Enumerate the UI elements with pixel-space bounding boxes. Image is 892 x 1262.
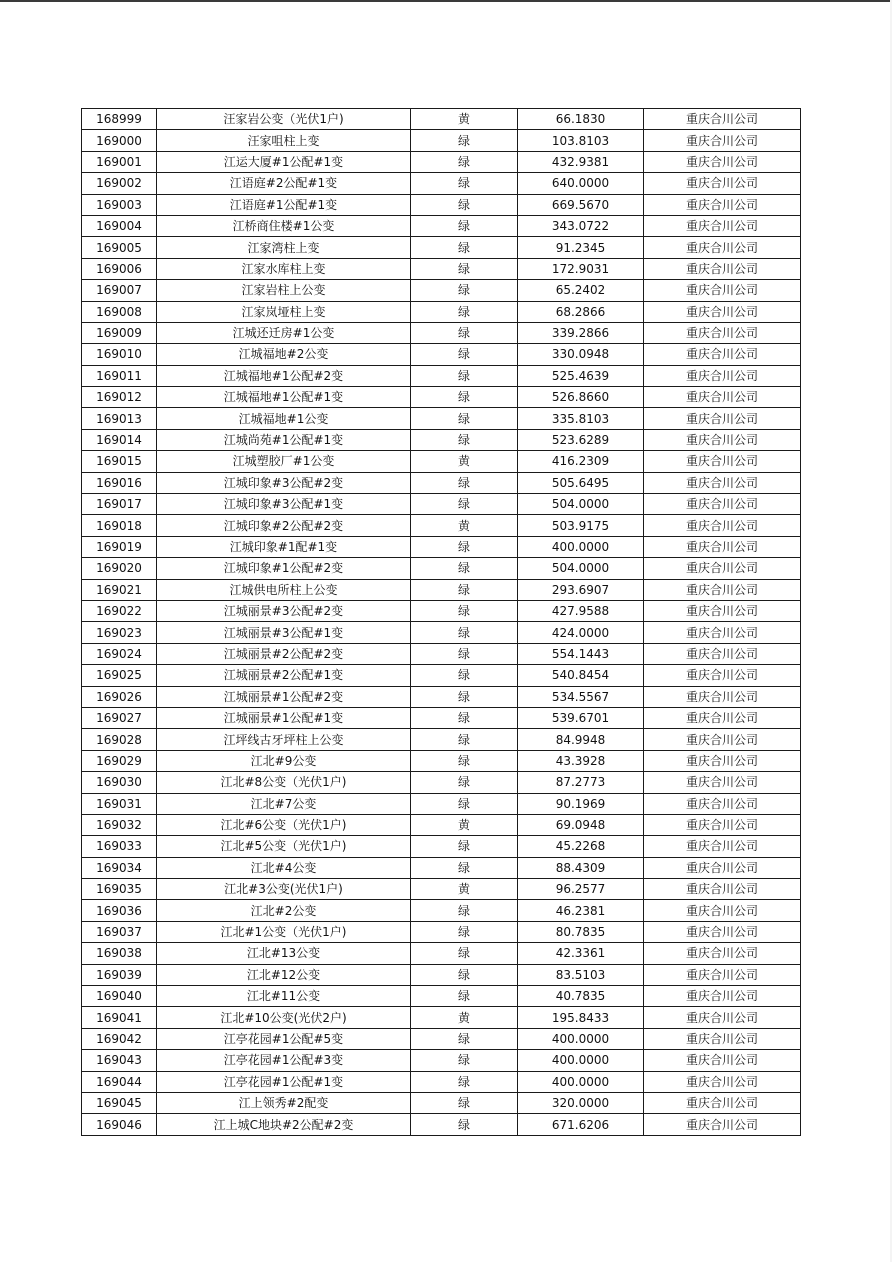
cell-value: 45.2268 bbox=[518, 836, 644, 857]
cell-name: 江城丽景#3公配#2变 bbox=[157, 600, 411, 621]
cell-name: 江亭花园#1公配#5变 bbox=[157, 1028, 411, 1049]
table-row bbox=[82, 729, 801, 750]
cell-company: 重庆合川公司 bbox=[644, 900, 801, 921]
cell-company: 重庆合川公司 bbox=[644, 1114, 801, 1135]
cell-status: 绿 bbox=[411, 280, 518, 301]
cell-company: 重庆合川公司 bbox=[644, 686, 801, 707]
cell-name: 江北#13公变 bbox=[157, 943, 411, 964]
table-row bbox=[82, 258, 801, 279]
cell-id: 169042 bbox=[82, 1028, 157, 1049]
cell-company: 重庆合川公司 bbox=[644, 344, 801, 365]
cell-name: 江城尚苑#1公配#1变 bbox=[157, 429, 411, 450]
cell-status: 黄 bbox=[411, 879, 518, 900]
cell-value: 69.0948 bbox=[518, 814, 644, 835]
table-row bbox=[82, 1092, 801, 1113]
cell-id: 169025 bbox=[82, 665, 157, 686]
cell-value: 88.4309 bbox=[518, 857, 644, 878]
table-row bbox=[82, 215, 801, 236]
table-row bbox=[82, 494, 801, 515]
cell-status: 绿 bbox=[411, 173, 518, 194]
cell-id: 169043 bbox=[82, 1050, 157, 1071]
cell-company: 重庆合川公司 bbox=[644, 943, 801, 964]
cell-status: 绿 bbox=[411, 707, 518, 728]
table-row bbox=[82, 772, 801, 793]
cell-id: 169017 bbox=[82, 494, 157, 515]
cell-name: 江亭花园#1公配#1变 bbox=[157, 1071, 411, 1092]
cell-id: 169020 bbox=[82, 558, 157, 579]
cell-status: 绿 bbox=[411, 986, 518, 1007]
cell-name: 江北#8公变（光伏1户) bbox=[157, 772, 411, 793]
cell-status: 绿 bbox=[411, 964, 518, 985]
table-row bbox=[82, 600, 801, 621]
cell-id: 169015 bbox=[82, 451, 157, 472]
table-row bbox=[82, 344, 801, 365]
table-row bbox=[82, 173, 801, 194]
cell-name: 江城福地#1公配#1变 bbox=[157, 387, 411, 408]
cell-status: 绿 bbox=[411, 900, 518, 921]
table-row bbox=[82, 280, 801, 301]
cell-company: 重庆合川公司 bbox=[644, 665, 801, 686]
cell-company: 重庆合川公司 bbox=[644, 622, 801, 643]
transformer-table bbox=[81, 108, 801, 1136]
cell-value: 640.0000 bbox=[518, 173, 644, 194]
cell-id: 169031 bbox=[82, 793, 157, 814]
cell-name: 江城印象#3公配#1变 bbox=[157, 494, 411, 515]
cell-value: 46.2381 bbox=[518, 900, 644, 921]
cell-status: 绿 bbox=[411, 237, 518, 258]
cell-status: 黄 bbox=[411, 814, 518, 835]
table-row bbox=[82, 451, 801, 472]
cell-value: 83.5103 bbox=[518, 964, 644, 985]
cell-company: 重庆合川公司 bbox=[644, 1092, 801, 1113]
cell-name: 江城丽景#1公配#1变 bbox=[157, 707, 411, 728]
table-row bbox=[82, 1007, 801, 1028]
cell-id: 169000 bbox=[82, 130, 157, 151]
cell-value: 505.6495 bbox=[518, 472, 644, 493]
table-row bbox=[82, 879, 801, 900]
table-row bbox=[82, 750, 801, 771]
cell-id: 169016 bbox=[82, 472, 157, 493]
page-top-border bbox=[0, 0, 892, 2]
cell-company: 重庆合川公司 bbox=[644, 1007, 801, 1028]
cell-id: 169006 bbox=[82, 258, 157, 279]
table-row bbox=[82, 1071, 801, 1092]
cell-company: 重庆合川公司 bbox=[644, 130, 801, 151]
cell-id: 169010 bbox=[82, 344, 157, 365]
cell-company: 重庆合川公司 bbox=[644, 194, 801, 215]
cell-company: 重庆合川公司 bbox=[644, 109, 801, 130]
cell-status: 绿 bbox=[411, 322, 518, 343]
cell-company: 重庆合川公司 bbox=[644, 322, 801, 343]
table-body bbox=[82, 109, 801, 1136]
table-row bbox=[82, 857, 801, 878]
cell-status: 绿 bbox=[411, 857, 518, 878]
cell-value: 400.0000 bbox=[518, 1071, 644, 1092]
cell-id: 168999 bbox=[82, 109, 157, 130]
cell-company: 重庆合川公司 bbox=[644, 857, 801, 878]
table-row bbox=[82, 536, 801, 557]
cell-name: 江城丽景#1公配#2变 bbox=[157, 686, 411, 707]
cell-status: 绿 bbox=[411, 408, 518, 429]
cell-value: 343.0722 bbox=[518, 215, 644, 236]
cell-name: 江运大厦#1公配#1变 bbox=[157, 151, 411, 172]
cell-value: 42.3361 bbox=[518, 943, 644, 964]
cell-status: 绿 bbox=[411, 558, 518, 579]
cell-value: 554.1443 bbox=[518, 643, 644, 664]
table-row bbox=[82, 643, 801, 664]
cell-value: 103.8103 bbox=[518, 130, 644, 151]
cell-name: 江城印象#1公配#2变 bbox=[157, 558, 411, 579]
cell-value: 84.9948 bbox=[518, 729, 644, 750]
cell-status: 绿 bbox=[411, 793, 518, 814]
table-row bbox=[82, 387, 801, 408]
cell-name: 江北#3公变(光伏1户) bbox=[157, 879, 411, 900]
cell-name: 江桥商住楼#1公变 bbox=[157, 215, 411, 236]
table-row bbox=[82, 900, 801, 921]
cell-id: 169008 bbox=[82, 301, 157, 322]
cell-id: 169045 bbox=[82, 1092, 157, 1113]
cell-status: 绿 bbox=[411, 1071, 518, 1092]
cell-name: 江北#4公变 bbox=[157, 857, 411, 878]
cell-status: 绿 bbox=[411, 943, 518, 964]
cell-name: 江城福地#1公变 bbox=[157, 408, 411, 429]
cell-name: 江城印象#1配#1变 bbox=[157, 536, 411, 557]
cell-company: 重庆合川公司 bbox=[644, 750, 801, 771]
cell-company: 重庆合川公司 bbox=[644, 408, 801, 429]
cell-value: 424.0000 bbox=[518, 622, 644, 643]
cell-id: 169036 bbox=[82, 900, 157, 921]
cell-name: 江北#9公变 bbox=[157, 750, 411, 771]
cell-company: 重庆合川公司 bbox=[644, 151, 801, 172]
cell-value: 66.1830 bbox=[518, 109, 644, 130]
cell-id: 169041 bbox=[82, 1007, 157, 1028]
cell-name: 江北#6公变（光伏1户) bbox=[157, 814, 411, 835]
cell-company: 重庆合川公司 bbox=[644, 814, 801, 835]
table-row bbox=[82, 237, 801, 258]
table-row bbox=[82, 986, 801, 1007]
cell-name: 江北#12公变 bbox=[157, 964, 411, 985]
cell-status: 绿 bbox=[411, 686, 518, 707]
table-row bbox=[82, 964, 801, 985]
cell-id: 169018 bbox=[82, 515, 157, 536]
cell-company: 重庆合川公司 bbox=[644, 1071, 801, 1092]
cell-status: 黄 bbox=[411, 109, 518, 130]
cell-id: 169029 bbox=[82, 750, 157, 771]
cell-name: 江语庭#2公配#1变 bbox=[157, 173, 411, 194]
cell-id: 169038 bbox=[82, 943, 157, 964]
table-row bbox=[82, 943, 801, 964]
table-row bbox=[82, 622, 801, 643]
cell-company: 重庆合川公司 bbox=[644, 707, 801, 728]
cell-value: 91.2345 bbox=[518, 237, 644, 258]
cell-id: 169039 bbox=[82, 964, 157, 985]
cell-status: 绿 bbox=[411, 365, 518, 386]
table-row bbox=[82, 793, 801, 814]
cell-value: 427.9588 bbox=[518, 600, 644, 621]
cell-value: 90.1969 bbox=[518, 793, 644, 814]
cell-company: 重庆合川公司 bbox=[644, 579, 801, 600]
cell-company: 重庆合川公司 bbox=[644, 558, 801, 579]
cell-value: 539.6701 bbox=[518, 707, 644, 728]
cell-name: 江城供电所柱上公变 bbox=[157, 579, 411, 600]
cell-id: 169034 bbox=[82, 857, 157, 878]
cell-status: 绿 bbox=[411, 301, 518, 322]
cell-status: 绿 bbox=[411, 665, 518, 686]
cell-company: 重庆合川公司 bbox=[644, 280, 801, 301]
table-row bbox=[82, 130, 801, 151]
table-row bbox=[82, 707, 801, 728]
cell-id: 169030 bbox=[82, 772, 157, 793]
cell-id: 169037 bbox=[82, 921, 157, 942]
cell-status: 绿 bbox=[411, 1050, 518, 1071]
cell-id: 169040 bbox=[82, 986, 157, 1007]
cell-name: 江城丽景#2公配#2变 bbox=[157, 643, 411, 664]
cell-name: 汪家岩公变（光伏1户) bbox=[157, 109, 411, 130]
cell-id: 169003 bbox=[82, 194, 157, 215]
cell-value: 172.9031 bbox=[518, 258, 644, 279]
cell-name: 江北#7公变 bbox=[157, 793, 411, 814]
cell-status: 绿 bbox=[411, 194, 518, 215]
cell-status: 绿 bbox=[411, 429, 518, 450]
cell-status: 绿 bbox=[411, 772, 518, 793]
cell-company: 重庆合川公司 bbox=[644, 643, 801, 664]
cell-company: 重庆合川公司 bbox=[644, 600, 801, 621]
cell-value: 416.2309 bbox=[518, 451, 644, 472]
cell-id: 169044 bbox=[82, 1071, 157, 1092]
cell-id: 169001 bbox=[82, 151, 157, 172]
cell-name: 江北#5公变（光伏1户) bbox=[157, 836, 411, 857]
cell-company: 重庆合川公司 bbox=[644, 879, 801, 900]
cell-company: 重庆合川公司 bbox=[644, 729, 801, 750]
table-row bbox=[82, 579, 801, 600]
table-row bbox=[82, 686, 801, 707]
cell-id: 169013 bbox=[82, 408, 157, 429]
cell-status: 绿 bbox=[411, 258, 518, 279]
cell-id: 169004 bbox=[82, 215, 157, 236]
cell-status: 绿 bbox=[411, 643, 518, 664]
cell-company: 重庆合川公司 bbox=[644, 387, 801, 408]
cell-name: 江城印象#3公配#2变 bbox=[157, 472, 411, 493]
cell-status: 绿 bbox=[411, 1028, 518, 1049]
cell-company: 重庆合川公司 bbox=[644, 964, 801, 985]
cell-value: 400.0000 bbox=[518, 1028, 644, 1049]
cell-name: 江家湾柱上变 bbox=[157, 237, 411, 258]
table-row bbox=[82, 322, 801, 343]
table-row bbox=[82, 194, 801, 215]
cell-status: 绿 bbox=[411, 836, 518, 857]
cell-value: 504.0000 bbox=[518, 494, 644, 515]
table-row bbox=[82, 109, 801, 130]
cell-id: 169019 bbox=[82, 536, 157, 557]
cell-value: 293.6907 bbox=[518, 579, 644, 600]
cell-company: 重庆合川公司 bbox=[644, 258, 801, 279]
cell-name: 江坪线古牙坪柱上公变 bbox=[157, 729, 411, 750]
table-row bbox=[82, 814, 801, 835]
cell-status: 绿 bbox=[411, 472, 518, 493]
cell-company: 重庆合川公司 bbox=[644, 986, 801, 1007]
cell-name: 江家水库柱上变 bbox=[157, 258, 411, 279]
cell-status: 绿 bbox=[411, 344, 518, 365]
cell-id: 169002 bbox=[82, 173, 157, 194]
cell-value: 40.7835 bbox=[518, 986, 644, 1007]
cell-company: 重庆合川公司 bbox=[644, 772, 801, 793]
cell-name: 江城福地#2公变 bbox=[157, 344, 411, 365]
cell-name: 江城丽景#2公配#1变 bbox=[157, 665, 411, 686]
cell-id: 169026 bbox=[82, 686, 157, 707]
cell-value: 320.0000 bbox=[518, 1092, 644, 1113]
cell-status: 绿 bbox=[411, 729, 518, 750]
cell-value: 503.9175 bbox=[518, 515, 644, 536]
cell-id: 169007 bbox=[82, 280, 157, 301]
cell-name: 江北#1公变（光伏1户) bbox=[157, 921, 411, 942]
cell-company: 重庆合川公司 bbox=[644, 515, 801, 536]
cell-status: 绿 bbox=[411, 151, 518, 172]
cell-name: 江城印象#2公配#2变 bbox=[157, 515, 411, 536]
table-row bbox=[82, 151, 801, 172]
cell-value: 540.8454 bbox=[518, 665, 644, 686]
cell-value: 526.8660 bbox=[518, 387, 644, 408]
cell-id: 169021 bbox=[82, 579, 157, 600]
cell-value: 523.6289 bbox=[518, 429, 644, 450]
cell-status: 绿 bbox=[411, 536, 518, 557]
cell-name: 江北#2公变 bbox=[157, 900, 411, 921]
table-row bbox=[82, 1050, 801, 1071]
cell-company: 重庆合川公司 bbox=[644, 836, 801, 857]
table-row bbox=[82, 836, 801, 857]
cell-id: 169022 bbox=[82, 600, 157, 621]
cell-status: 黄 bbox=[411, 1007, 518, 1028]
cell-id: 169023 bbox=[82, 622, 157, 643]
table-row bbox=[82, 1114, 801, 1135]
table-row bbox=[82, 1028, 801, 1049]
cell-status: 绿 bbox=[411, 215, 518, 236]
cell-name: 江上领秀#2配变 bbox=[157, 1092, 411, 1113]
cell-id: 169005 bbox=[82, 237, 157, 258]
cell-status: 绿 bbox=[411, 1092, 518, 1113]
table-row bbox=[82, 472, 801, 493]
cell-status: 黄 bbox=[411, 451, 518, 472]
cell-company: 重庆合川公司 bbox=[644, 494, 801, 515]
cell-company: 重庆合川公司 bbox=[644, 472, 801, 493]
cell-company: 重庆合川公司 bbox=[644, 301, 801, 322]
cell-name: 江家岩柱上公变 bbox=[157, 280, 411, 301]
cell-value: 87.2773 bbox=[518, 772, 644, 793]
cell-name: 江北#11公变 bbox=[157, 986, 411, 1007]
cell-id: 169027 bbox=[82, 707, 157, 728]
table-row bbox=[82, 408, 801, 429]
cell-name: 江北#10公变(光伏2户) bbox=[157, 1007, 411, 1028]
cell-value: 534.5567 bbox=[518, 686, 644, 707]
cell-name: 江家岚垭柱上变 bbox=[157, 301, 411, 322]
cell-name: 江城还迁房#1公变 bbox=[157, 322, 411, 343]
cell-name: 江城丽景#3公配#1变 bbox=[157, 622, 411, 643]
cell-company: 重庆合川公司 bbox=[644, 215, 801, 236]
cell-id: 169028 bbox=[82, 729, 157, 750]
cell-status: 绿 bbox=[411, 387, 518, 408]
cell-value: 330.0948 bbox=[518, 344, 644, 365]
cell-value: 335.8103 bbox=[518, 408, 644, 429]
cell-status: 绿 bbox=[411, 750, 518, 771]
cell-id: 169012 bbox=[82, 387, 157, 408]
cell-company: 重庆合川公司 bbox=[644, 429, 801, 450]
cell-value: 400.0000 bbox=[518, 1050, 644, 1071]
cell-company: 重庆合川公司 bbox=[644, 365, 801, 386]
cell-company: 重庆合川公司 bbox=[644, 1050, 801, 1071]
cell-name: 江语庭#1公配#1变 bbox=[157, 194, 411, 215]
cell-name: 江上城C地块#2公配#2变 bbox=[157, 1114, 411, 1135]
cell-value: 68.2866 bbox=[518, 301, 644, 322]
cell-status: 绿 bbox=[411, 130, 518, 151]
cell-value: 504.0000 bbox=[518, 558, 644, 579]
cell-id: 169014 bbox=[82, 429, 157, 450]
table-row bbox=[82, 921, 801, 942]
cell-company: 重庆合川公司 bbox=[644, 173, 801, 194]
table-row bbox=[82, 665, 801, 686]
cell-company: 重庆合川公司 bbox=[644, 921, 801, 942]
cell-status: 绿 bbox=[411, 600, 518, 621]
cell-name: 江城福地#1公配#2变 bbox=[157, 365, 411, 386]
cell-id: 169024 bbox=[82, 643, 157, 664]
cell-status: 绿 bbox=[411, 622, 518, 643]
cell-status: 绿 bbox=[411, 921, 518, 942]
cell-value: 96.2577 bbox=[518, 879, 644, 900]
cell-name: 江亭花园#1公配#3变 bbox=[157, 1050, 411, 1071]
cell-value: 400.0000 bbox=[518, 536, 644, 557]
cell-id: 169032 bbox=[82, 814, 157, 835]
cell-id: 169046 bbox=[82, 1114, 157, 1135]
cell-id: 169033 bbox=[82, 836, 157, 857]
cell-value: 339.2866 bbox=[518, 322, 644, 343]
cell-name: 汪家咀柱上变 bbox=[157, 130, 411, 151]
cell-status: 绿 bbox=[411, 579, 518, 600]
cell-id: 169011 bbox=[82, 365, 157, 386]
cell-status: 绿 bbox=[411, 494, 518, 515]
table-row bbox=[82, 429, 801, 450]
cell-company: 重庆合川公司 bbox=[644, 793, 801, 814]
table-row bbox=[82, 515, 801, 536]
cell-id: 169035 bbox=[82, 879, 157, 900]
cell-value: 525.4639 bbox=[518, 365, 644, 386]
cell-company: 重庆合川公司 bbox=[644, 237, 801, 258]
cell-value: 80.7835 bbox=[518, 921, 644, 942]
table-row bbox=[82, 301, 801, 322]
cell-status: 黄 bbox=[411, 515, 518, 536]
cell-company: 重庆合川公司 bbox=[644, 536, 801, 557]
table-row bbox=[82, 365, 801, 386]
cell-value: 65.2402 bbox=[518, 280, 644, 301]
table-row bbox=[82, 558, 801, 579]
cell-company: 重庆合川公司 bbox=[644, 1028, 801, 1049]
cell-status: 绿 bbox=[411, 1114, 518, 1135]
cell-value: 195.8433 bbox=[518, 1007, 644, 1028]
cell-value: 671.6206 bbox=[518, 1114, 644, 1135]
cell-value: 43.3928 bbox=[518, 750, 644, 771]
cell-value: 432.9381 bbox=[518, 151, 644, 172]
cell-name: 江城塑胶厂#1公变 bbox=[157, 451, 411, 472]
cell-value: 669.5670 bbox=[518, 194, 644, 215]
cell-company: 重庆合川公司 bbox=[644, 451, 801, 472]
cell-id: 169009 bbox=[82, 322, 157, 343]
